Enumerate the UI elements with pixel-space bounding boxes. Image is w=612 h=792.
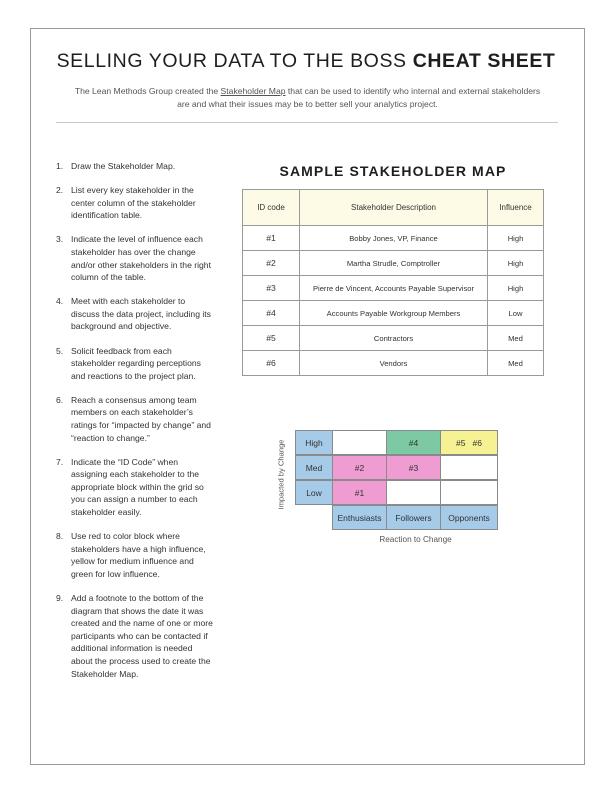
step-item (56, 345, 216, 383)
step-item (56, 456, 216, 519)
table-row (243, 301, 544, 326)
cell-influence: High (488, 276, 544, 301)
header-id-code: ID code (243, 190, 300, 226)
step-text: Indicate the level of influence each stakeholder has over the change and/or other stakeholders in the right column of the table. (71, 234, 211, 283)
cell-id: #6 (243, 351, 300, 376)
step-item (56, 530, 216, 580)
grid-cell: #4 (386, 430, 441, 455)
cell-id: #1 (243, 226, 300, 251)
step-item (56, 394, 216, 444)
row-label-low: Low (295, 480, 333, 505)
y-axis-label: Impacted by Change (276, 439, 286, 510)
cell-description: Pierre de Vincent, Accounts Payable Supervisor (300, 276, 488, 301)
step-item (56, 295, 216, 333)
grid-cell: #1 (332, 480, 387, 505)
grid-cell: #2 (332, 455, 387, 480)
step-text: Draw the Stakeholder Map. (71, 161, 176, 171)
step-text: Reach a consensus among team members on each stakeholder’s ratings for “impacted by change” and “reaction to change.” (71, 394, 211, 443)
grid-cell: #3 (386, 455, 441, 480)
map-title: SAMPLE STAKEHOLDER MAP (279, 163, 507, 179)
step-text: List every key stakeholder in the center column of the stakeholder identification table. (71, 185, 196, 221)
title-regular: SELLING YOUR DATA TO THE BOSS (56, 50, 407, 72)
grid-cell: #5 #6 (440, 430, 498, 455)
step-item (56, 184, 216, 222)
col-label-opponents: Opponents (440, 505, 498, 530)
grid-cell (440, 480, 498, 505)
step-number: 8. (56, 531, 64, 542)
step-item (56, 233, 216, 283)
table-row (243, 351, 544, 376)
step-item (56, 160, 216, 173)
step-number: 3. (56, 234, 64, 245)
step-text: Indicate the “ID Code” when assigning each stakeholder to the appropriate block within the grid so you can assign a number to each stakeholder easily. (71, 456, 204, 518)
cell-description: Accounts Payable Workgroup Members (300, 301, 488, 326)
table-row (243, 326, 544, 351)
table-header-row (243, 190, 544, 226)
cell-description: Vendors (300, 351, 488, 376)
cell-influence: High (488, 226, 544, 251)
step-text: Use red to color block where stakeholders have a high influence, yellow for medium influence and green for low influence. (71, 531, 206, 579)
step-number: 7. (56, 456, 64, 467)
step-text: Add a footnote to the bottom of the diagram that shows the date it was created and the name of one or more participants who can be contacted if additional information is needed about the process used to create the Stakeholder Map. (71, 593, 213, 679)
step-text: Solicit feedback from each stakeholder regarding perceptions and reactions to the project plan. (71, 345, 201, 381)
table-row (243, 276, 544, 301)
step-number: 6. (56, 394, 64, 405)
step-number: 2. (56, 185, 64, 196)
cell-influence: Low (488, 301, 544, 326)
table-row (243, 251, 544, 276)
grid-cell (440, 455, 498, 480)
cell-influence: Med (488, 326, 544, 351)
title-bold: CHEAT SHEET (412, 50, 556, 72)
cell-id: #5 (243, 326, 300, 351)
step-number: 4. (56, 296, 64, 307)
cell-description: Martha Strudle, Comptroller (300, 251, 488, 276)
cell-influence: Med (488, 351, 544, 376)
cell-id: #4 (243, 301, 300, 326)
steps-list (56, 160, 216, 692)
grid-cell (386, 480, 441, 505)
intro-before: The Lean Methods Group created the (74, 86, 219, 96)
cell-id: #3 (243, 276, 300, 301)
grid-cell (332, 430, 387, 455)
divider (56, 122, 558, 123)
col-label-enthusiasts: Enthusiasts (332, 505, 387, 530)
step-number: 1. (56, 161, 64, 171)
header-description: Stakeholder Description (300, 190, 488, 226)
table-row (243, 226, 544, 251)
cell-description: Contractors (300, 326, 488, 351)
cell-description: Bobby Jones, VP, Finance (300, 226, 488, 251)
intro-after: that can be used to identify who internal and external stakeholders are and what their issues may be to better sell your analytics project. (177, 86, 541, 109)
header-influence: Influence (488, 190, 544, 226)
intro-paragraph (70, 85, 545, 110)
step-number: 9. (56, 593, 64, 604)
cell-id: #2 (243, 251, 300, 276)
cell-influence: High (488, 251, 544, 276)
step-number: 5. (56, 345, 64, 356)
col-label-followers: Followers (386, 505, 441, 530)
stakeholder-table (242, 189, 544, 376)
x-axis-label: Reaction to Change (379, 535, 452, 544)
step-text: Meet with each stakeholder to discuss the data project, including its background and objective. (71, 296, 211, 332)
stakeholder-map-link[interactable]: Stakeholder Map (220, 86, 286, 96)
row-label-high: High (295, 430, 333, 455)
step-item (56, 592, 216, 680)
page-title (0, 50, 612, 73)
row-label-med: Med (295, 455, 333, 480)
